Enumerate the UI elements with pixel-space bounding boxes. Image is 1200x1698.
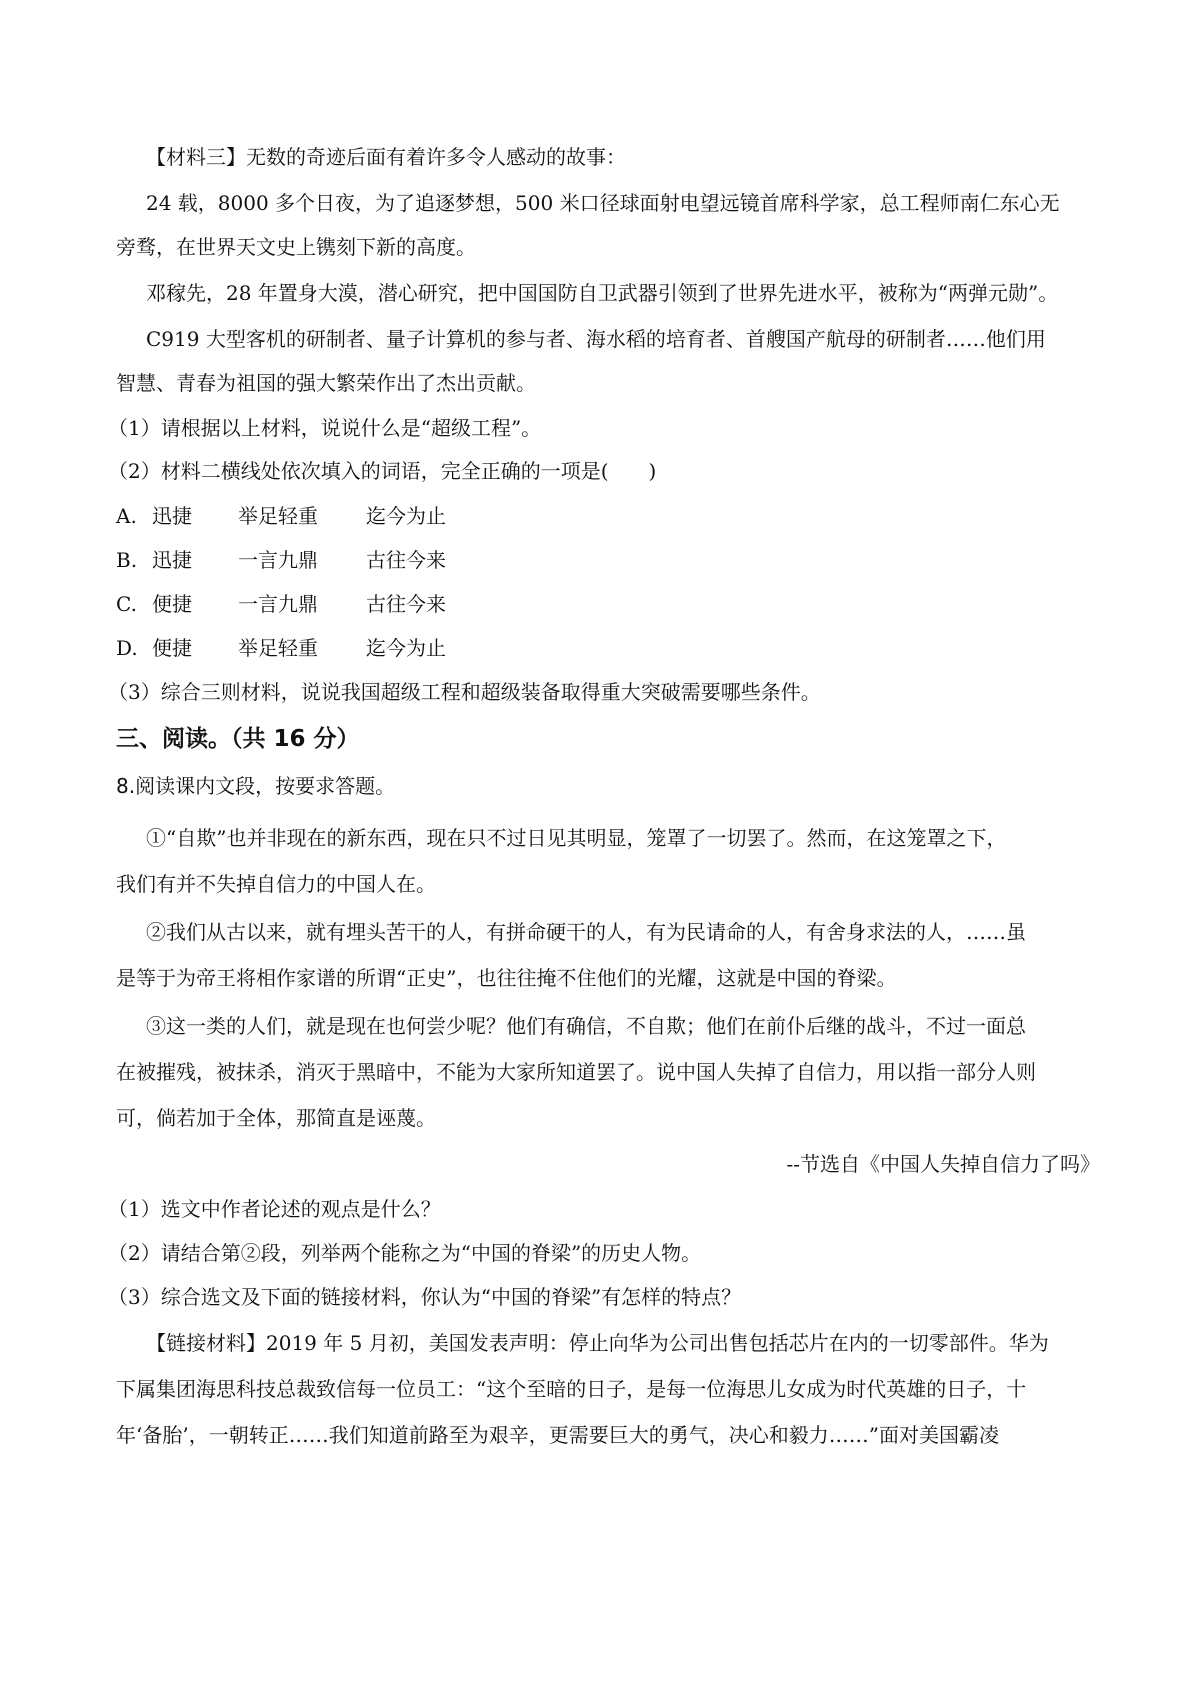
option-label: D. — [116, 636, 138, 660]
option-word2: 举足轻重 — [238, 504, 318, 528]
option-word3: 古往今来 — [366, 548, 446, 572]
material3-para1-line2: 旁骛，在世界天文史上镌刻下新的高度。 — [116, 235, 476, 259]
option-label: A. — [116, 504, 137, 528]
option-word3: 迄今为止 — [366, 504, 446, 528]
q8-para1-line1: ①“自欺”也并非现在的新东西，现在只不过日见其明显，笼罩了一切罢了。然而，在这笼罩之下， — [146, 826, 1007, 850]
option-word1: 便捷 — [152, 592, 192, 616]
option-word3: 古往今来 — [366, 592, 446, 616]
option-word3: 迄今为止 — [366, 636, 446, 660]
option-word2: 一言九鼎 — [238, 592, 318, 616]
q7-sub1: （1）请根据以上材料，说说什么是“超级工程”。 — [108, 416, 542, 440]
material3-para3-line1: C919 大型客机的研制者、量子计算机的参与者、海水稻的培育者、首艘国产航母的研制者……他们用 — [146, 327, 1046, 351]
q8-sub1: （1）选文中作者论述的观点是什么？ — [108, 1197, 441, 1221]
q8-sub2: （2）请结合第②段，列举两个能称之为“中国的脊梁”的历史人物。 — [108, 1241, 702, 1265]
option-b — [116, 544, 446, 573]
section-heading: 三、阅读。（共 16 分） — [116, 726, 360, 752]
link-material-line1: 【链接材料】2019 年 5 月初，美国发表声明：停止向华为公司出售包括芯片在内的一切零部件。华为 — [146, 1331, 1049, 1355]
link-material-line3: 年‘备胎’，一朝转正……我们知道前路至为艰辛，更需要巨大的勇气，决心和毅力……”面对美国霸凌 — [116, 1423, 999, 1447]
excerpt-source: --节选自《中国人失掉自信力了吗》 — [786, 1152, 1100, 1176]
q7-sub2: （2）材料二横线处依次填入的词语，完全正确的一项是( ) — [108, 459, 657, 483]
material3-para2: 邓稼先，28 年置身大漠，潜心研究，把中国国防自卫武器引领到了世界先进水平，被称为“两弹元勋”。 — [146, 281, 1059, 305]
material3-intro: 【材料三】无数的奇迹后面有着许多令人感动的故事： — [146, 145, 626, 169]
q8-para1-line2: 我们有并不失掉自信力的中国人在。 — [116, 872, 436, 896]
q8-sub3: （3）综合选文及下面的链接材料，你认为“中国的脊梁”有怎样的特点？ — [108, 1285, 742, 1309]
option-word1: 迅捷 — [152, 504, 192, 528]
option-word1: 便捷 — [152, 636, 192, 660]
material3-para3-line2: 智慧、青春为祖国的强大繁荣作出了杰出贡献。 — [116, 371, 536, 395]
option-label: C. — [116, 592, 137, 616]
link-material-line2: 下属集团海思科技总裁致信每一位员工：“这个至暗的日子，是每一位海思儿女成为时代英雄的日子，十 — [116, 1377, 1027, 1401]
q8-prompt: 8.阅读课内文段，按要求答题。 — [116, 774, 396, 798]
option-word2: 一言九鼎 — [238, 548, 318, 572]
q8-para3-line3: 可，倘若加于全体，那简直是诬蔑。 — [116, 1106, 436, 1130]
option-word1: 迅捷 — [152, 548, 192, 572]
q7-sub3: （3）综合三则材料，说说我国超级工程和超级装备取得重大突破需要哪些条件。 — [108, 680, 821, 704]
q8-para2-line1: ②我们从古以来，就有埋头苦干的人，有拼命硬干的人，有为民请命的人，有舍身求法的人，……虽 — [146, 920, 1026, 944]
option-c — [116, 588, 446, 617]
q8-para3-line1: ③这一类的人们，就是现在也何尝少呢？他们有确信，不自欺；他们在前仆后继的战斗，不过一面总 — [146, 1014, 1026, 1038]
option-label: B. — [116, 548, 138, 572]
option-d — [116, 632, 446, 661]
q8-para3-line2: 在被摧残，被抹杀，消灭于黑暗中，不能为大家所知道罢了。说中国人失掉了自信力，用以指一部分人则 — [116, 1060, 1036, 1084]
material3-para1-line1: 24 载，8000 多个日夜，为了追逐梦想，500 米口径球面射电望远镜首席科学家，总工程师南仁东心无 — [146, 191, 1060, 215]
option-a — [116, 500, 446, 529]
q8-para2-line2: 是等于为帝王将相作家谱的所谓“正史”，也往往掩不住他们的光耀，这就是中国的脊梁。 — [116, 966, 897, 990]
option-word2: 举足轻重 — [238, 636, 318, 660]
